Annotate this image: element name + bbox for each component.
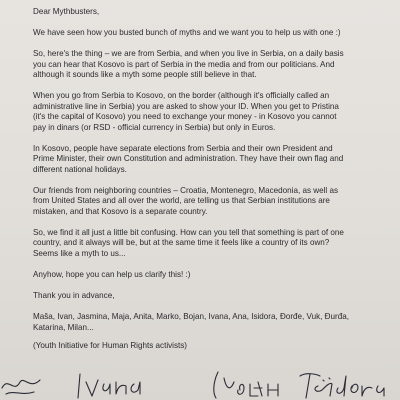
closing: Thank you in advance, [33,291,115,300]
signature-ivan [214,372,278,398]
signatory-names: Maša, Ivan, Jasmina, Maja, Anita, Marko, Bojan, Ivana, Ana, Isidora, Đorđe, Vuk, Đurđa, Katarina, Milan... [33,312,349,332]
organization-note: (Youth Initiative for Human Rights activists) [33,341,187,350]
paragraph-border-currency: When you go from Serbia to Kosovo, on the border (although it's officially called an administrative line in Serbia) you are asked to show your ID. When you get to Pristina (it's the capital of Kosovo) you need to exchange your money - in Kosovo you cannot pay in dinars (or RSD - official currency in Serbia) but only in Euros. [33,91,339,132]
signature-isidora [300,374,384,398]
paragraph-neighbors: Our friends from neighboring countries – Croatia, Montenegro, Macedonia, as well as from United States and all over the world, are telling us that Serbian institutions are mistaken, and that Kosovo is a separate country. [33,185,339,216]
handwritten-signatures [0,368,400,400]
signature-scribble-left [2,380,40,394]
paragraph-serbia-media: So, here's the thing – we are from Serbia, and when you live in Serbia, on a daily basis you can hear that Kosovo is part of Serbia in the media and from our politicians. And although it sounds like a myth some people still believe in that. [33,49,344,79]
paragraph-elections: In Kosovo, people have separate elections from Serbia and their own President and Prime Minister, their own Constitution and administration. They have their own flag and different national holidays. [33,143,344,174]
letter-body [33,7,391,362]
paragraph-anyhow: Anyhow, hope you can help us clarify this! :) [33,269,191,279]
salutation: Dear Mythbusters, [33,7,100,16]
signatures-drawing [0,368,400,400]
signature-ivana [78,374,140,398]
paragraph-intro: We have seen how you busted bunch of myths and we want you to help us with one :) [33,28,341,37]
paragraph-confusing: So, we find it all just a little bit confusing. How can you tell that something is part of one country, and it always will be, but at the same time it feels like a country of its own? Seems like a myth to us... [33,227,344,258]
